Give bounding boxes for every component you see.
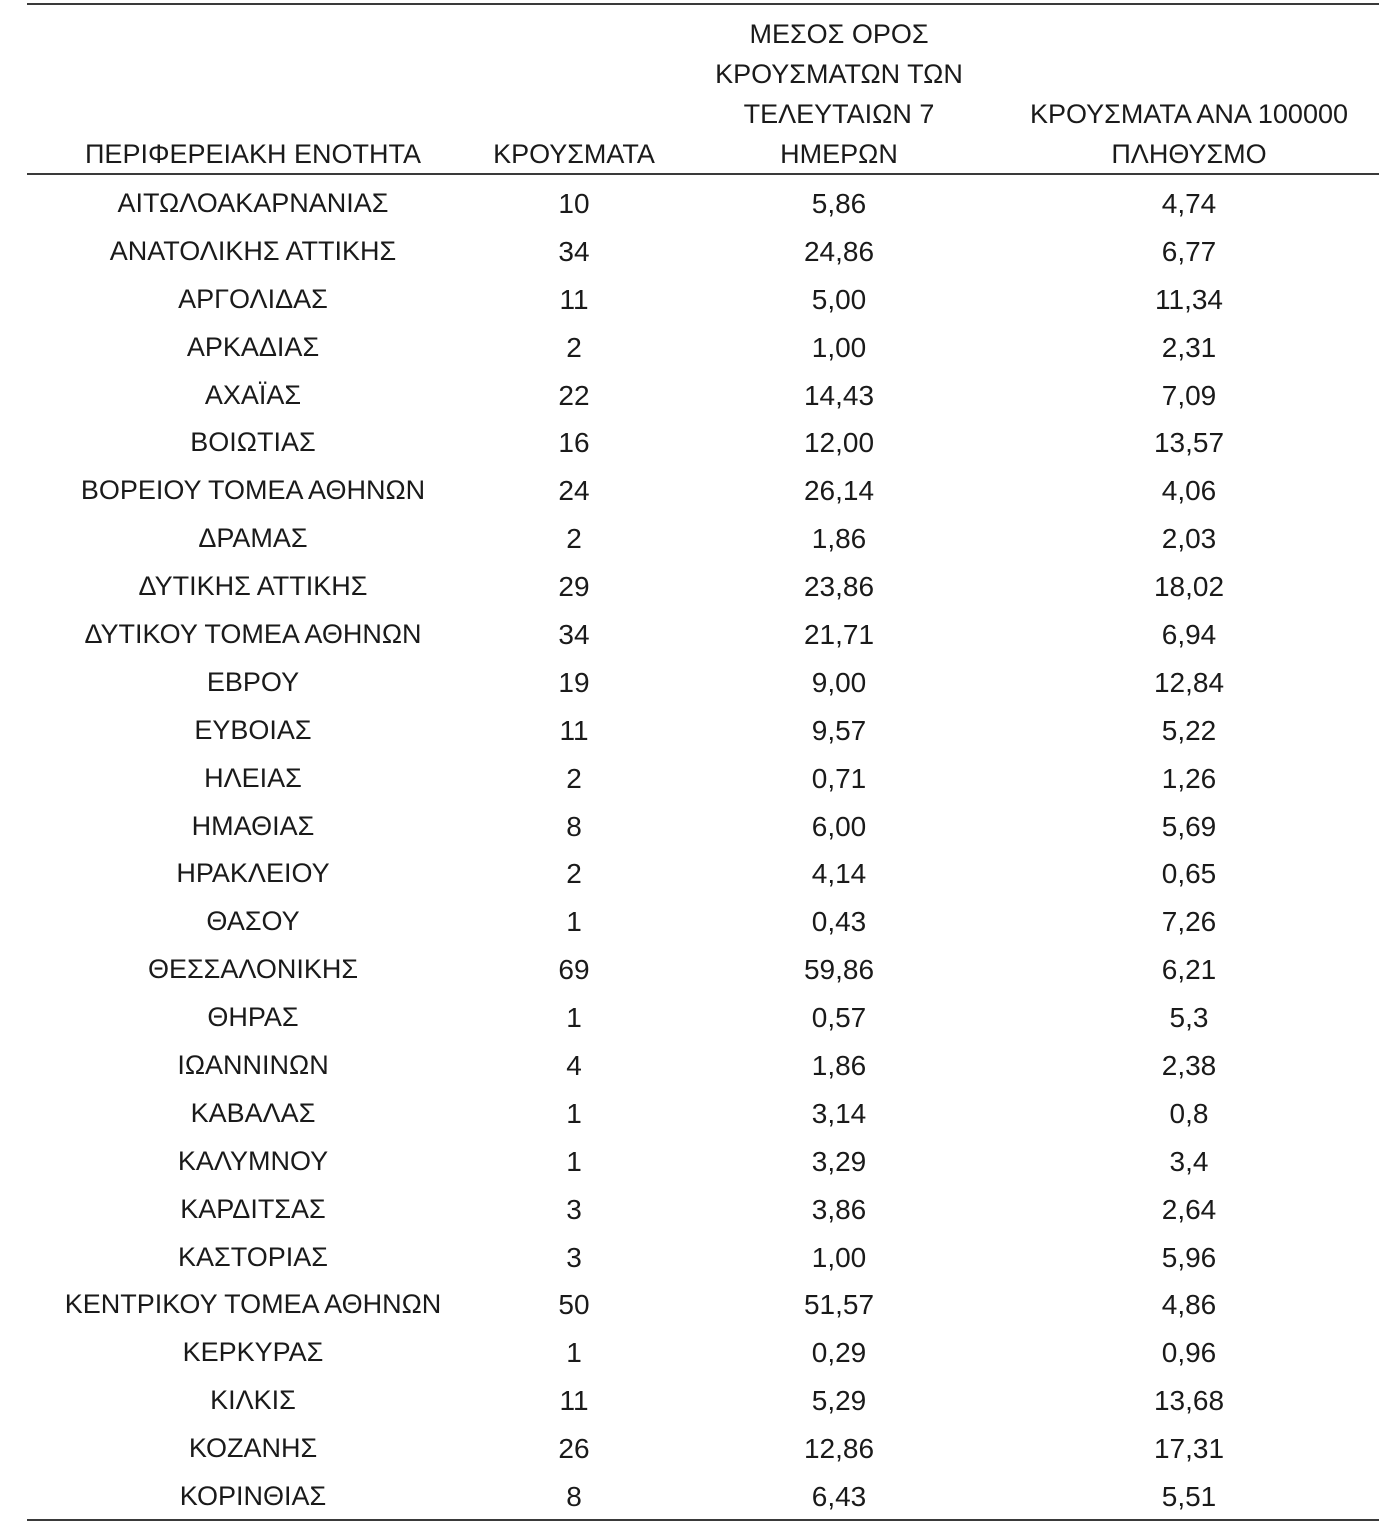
- cell-cases: 22: [558, 379, 590, 411]
- cell-per100k: 2,03: [1161, 523, 1217, 555]
- cell-per100k: 18,02: [1153, 571, 1225, 603]
- table-row: [27, 803, 1369, 851]
- cell-cases: 4: [566, 1050, 582, 1082]
- cell-region: ΚΑΒΑΛΑΣ: [190, 1097, 316, 1128]
- cell-region: ΙΩΑΝΝΙΝΩΝ: [177, 1050, 329, 1081]
- table-row: [27, 994, 1369, 1042]
- cell-cases: 11: [559, 714, 589, 746]
- cell-per100k: 6,77: [1161, 235, 1217, 267]
- cell-region: ΚΟΖΑΝΗΣ: [188, 1433, 318, 1464]
- table-row: [27, 1234, 1369, 1282]
- cell-avg7: 6,43: [811, 1481, 867, 1513]
- cell-per100k: 4,74: [1161, 188, 1217, 219]
- header-avg7-line: ΜΕΣΟΣ ΟΡΟΣ: [749, 19, 929, 49]
- cell-region: ΑΡΚΑΔΙΑΣ: [186, 331, 320, 362]
- cell-avg7: 1,86: [811, 1050, 867, 1082]
- cell-region: ΚΕΡΚΥΡΑΣ: [182, 1337, 324, 1368]
- cell-per100k: 0,8: [1169, 1097, 1209, 1129]
- cell-region: ΑΧΑΪΑΣ: [204, 379, 302, 410]
- cell-avg7: 24,86: [803, 235, 875, 267]
- cell-per100k: 7,26: [1161, 906, 1217, 938]
- table-row: [27, 467, 1369, 515]
- cell-cases: 69: [558, 954, 590, 986]
- cell-avg7: 5,29: [811, 1385, 867, 1417]
- header-region-line: ΠΕΡΙΦΕΡΕΙΑΚΗ ΕΝΟΤΗΤΑ: [84, 139, 422, 169]
- cell-cases: 26: [558, 1433, 590, 1465]
- table-row: [27, 755, 1369, 803]
- cell-avg7: 9,00: [811, 666, 867, 698]
- cell-per100k: 2,31: [1161, 331, 1217, 363]
- cell-cases: 24: [558, 475, 590, 507]
- cell-avg7: 6,00: [811, 810, 867, 842]
- cell-per100k: 17,31: [1153, 1433, 1225, 1465]
- cell-avg7: 0,29: [811, 1337, 867, 1369]
- cell-avg7: 5,00: [811, 283, 867, 315]
- cell-region: ΚΑΣΤΟΡΙΑΣ: [178, 1241, 328, 1272]
- cell-avg7: 3,86: [811, 1193, 867, 1225]
- header-avg7-line: ΗΜΕΡΩΝ: [780, 139, 898, 169]
- header-separator-rule: [27, 173, 1379, 175]
- cell-region: ΔΥΤΙΚΗΣ ΑΤΤΙΚΗΣ: [138, 571, 368, 602]
- cell-avg7: 0,57: [811, 1002, 867, 1034]
- cell-avg7: 14,43: [803, 379, 875, 411]
- cell-avg7: 23,86: [803, 571, 875, 603]
- table-row: [27, 1473, 1369, 1521]
- cell-cases: 2: [566, 331, 582, 363]
- cell-per100k: 4,86: [1161, 1289, 1217, 1321]
- cell-avg7: 26,14: [803, 475, 875, 507]
- cell-per100k: 7,09: [1161, 379, 1217, 411]
- cell-region: ΕΥΒΟΙΑΣ: [194, 714, 312, 745]
- cell-per100k: 0,65: [1161, 858, 1217, 890]
- cell-region: ΚΑΡΔΙΤΣΑΣ: [180, 1193, 326, 1224]
- table-row: [27, 659, 1369, 707]
- header-avg7: [669, 14, 1009, 174]
- cell-cases: 1: [566, 906, 582, 938]
- cell-region: ΘΗΡΑΣ: [207, 1002, 299, 1033]
- cell-cases: 2: [566, 762, 582, 794]
- table-row: [27, 324, 1369, 372]
- cell-region: ΚΙΛΚΙΣ: [210, 1385, 296, 1416]
- cell-region: ΘΑΣΟΥ: [206, 906, 300, 937]
- table-row: [27, 611, 1369, 659]
- header-region: [27, 134, 479, 174]
- cell-cases: 11: [559, 283, 589, 315]
- cell-cases: 2: [566, 523, 582, 555]
- cell-region: ΚΟΡΙΝΘΙΑΣ: [179, 1481, 327, 1512]
- cell-cases: 1: [566, 1097, 582, 1129]
- cell-region: ΔΥΤΙΚΟΥ ΤΟΜΕΑ ΑΘΗΝΩΝ: [84, 619, 422, 650]
- cell-per100k: 4,06: [1161, 475, 1217, 507]
- header-avg7-line: ΤΕΛΕΥΤΑΙΩΝ 7: [743, 99, 935, 129]
- cell-avg7: 1,00: [811, 1241, 867, 1273]
- cell-avg7: 3,29: [811, 1145, 867, 1177]
- cell-cases: 2: [566, 858, 582, 890]
- cell-region: ΚΑΛΥΜΝΟΥ: [177, 1145, 329, 1176]
- cell-cases: 50: [558, 1289, 590, 1321]
- cell-cases: 11: [559, 1385, 589, 1417]
- header-cases: [479, 134, 669, 174]
- table-row: [27, 1042, 1369, 1090]
- table-row: [27, 1425, 1369, 1473]
- cell-avg7: 59,86: [803, 954, 875, 986]
- table-row: [27, 276, 1369, 324]
- cell-region: ΘΕΣΣΑΛΟΝΙΚΗΣ: [147, 954, 359, 985]
- cell-region: ΗΜΑΘΙΑΣ: [191, 810, 315, 841]
- cell-cases: 8: [566, 1481, 582, 1513]
- cell-region: ΕΒΡΟΥ: [206, 666, 300, 697]
- cell-avg7: 12,86: [803, 1433, 875, 1465]
- table-row: [27, 372, 1369, 420]
- cell-per100k: 2,38: [1161, 1050, 1217, 1082]
- cell-per100k: 6,94: [1161, 619, 1217, 651]
- cell-per100k: 1,26: [1161, 762, 1217, 794]
- cell-avg7: 9,57: [811, 714, 867, 746]
- cell-cases: 19: [558, 666, 590, 698]
- cell-cases: 3: [566, 1241, 582, 1273]
- cell-per100k: 13,68: [1153, 1385, 1225, 1417]
- header-per100k-line: ΠΛΗΘΥΣΜΟ: [1111, 139, 1267, 169]
- cell-region: ΒΟΙΩΤΙΑΣ: [190, 427, 316, 458]
- cell-avg7: 1,86: [811, 523, 867, 555]
- table-bottom-rule: [27, 1519, 1379, 1521]
- cell-per100k: 5,96: [1161, 1241, 1217, 1273]
- table-row: [27, 1186, 1369, 1234]
- table-row: [27, 946, 1369, 994]
- cell-region: ΒΟΡΕΙΟΥ ΤΟΜΕΑ ΑΘΗΝΩΝ: [80, 475, 426, 506]
- cell-per100k: 5,51: [1161, 1481, 1217, 1513]
- cell-cases: 34: [558, 619, 590, 651]
- table-row: [27, 1377, 1369, 1425]
- cell-per100k: 5,3: [1169, 1002, 1209, 1034]
- cell-region: ΑΝΑΤΟΛΙΚΗΣ ΑΤΤΙΚΗΣ: [109, 235, 397, 266]
- table-row: [27, 180, 1369, 228]
- cell-avg7: 0,43: [811, 906, 867, 938]
- table-top-rule: [27, 3, 1379, 5]
- table-row: [27, 850, 1369, 898]
- cell-avg7: 5,86: [811, 188, 867, 219]
- cell-per100k: 12,84: [1153, 666, 1225, 698]
- header-avg7-line: ΚΡΟΥΣΜΑΤΩΝ ΤΩΝ: [715, 59, 963, 89]
- table-row: [27, 1281, 1369, 1329]
- cell-cases: 3: [566, 1193, 582, 1225]
- cell-avg7: 21,71: [803, 619, 875, 651]
- cell-per100k: 0,96: [1161, 1337, 1217, 1369]
- cell-cases: 1: [566, 1002, 582, 1034]
- cell-cases: 34: [558, 235, 590, 267]
- header-per100k-line: ΚΡΟΥΣΜΑΤΑ ΑΝΑ 100000: [1030, 99, 1348, 129]
- table-row: [27, 563, 1369, 611]
- cell-avg7: 4,14: [811, 858, 867, 890]
- table-row: [27, 707, 1369, 755]
- table-row: [27, 1329, 1369, 1377]
- cell-cases: 8: [566, 810, 582, 842]
- cell-per100k: 6,21: [1161, 954, 1217, 986]
- table-body: [27, 180, 1369, 1521]
- header-cases-line: ΚΡΟΥΣΜΑΤΑ: [493, 139, 655, 169]
- table-row: [27, 228, 1369, 276]
- cell-cases: 29: [558, 571, 590, 603]
- cell-region: ΑΡΓΟΛΙΔΑΣ: [178, 283, 328, 314]
- cell-avg7: 51,57: [803, 1289, 875, 1321]
- cell-avg7: 0,71: [811, 762, 867, 794]
- cell-region: ΑΙΤΩΛΟΑΚΑΡΝΑΝΙΑΣ: [117, 188, 389, 218]
- cell-cases: 1: [566, 1145, 582, 1177]
- table-row: [27, 1138, 1369, 1186]
- cell-per100k: 5,22: [1161, 714, 1217, 746]
- cell-avg7: 12,00: [803, 427, 875, 459]
- table-row: [27, 1090, 1369, 1138]
- cell-per100k: 11,34: [1155, 283, 1223, 315]
- cell-region: ΔΡΑΜΑΣ: [198, 523, 308, 554]
- cell-per100k: 3,4: [1169, 1145, 1209, 1177]
- cell-cases: 10: [558, 188, 590, 219]
- cell-avg7: 1,00: [811, 331, 867, 363]
- cell-per100k: 13,57: [1153, 427, 1225, 459]
- cell-per100k: 2,64: [1161, 1193, 1217, 1225]
- cell-avg7: 3,14: [811, 1097, 867, 1129]
- table-row: [27, 898, 1369, 946]
- table-row: [27, 419, 1369, 467]
- cell-cases: 1: [566, 1337, 582, 1369]
- cell-region: ΗΛΕΙΑΣ: [204, 762, 302, 793]
- cell-region: ΚΕΝΤΡΙΚΟΥ ΤΟΜΕΑ ΑΘΗΝΩΝ: [64, 1289, 442, 1320]
- header-per100k: [1009, 94, 1369, 174]
- cell-per100k: 5,69: [1161, 810, 1217, 842]
- cell-cases: 16: [558, 427, 590, 459]
- table-row: [27, 515, 1369, 563]
- cell-region: ΗΡΑΚΛΕΙΟΥ: [176, 858, 330, 889]
